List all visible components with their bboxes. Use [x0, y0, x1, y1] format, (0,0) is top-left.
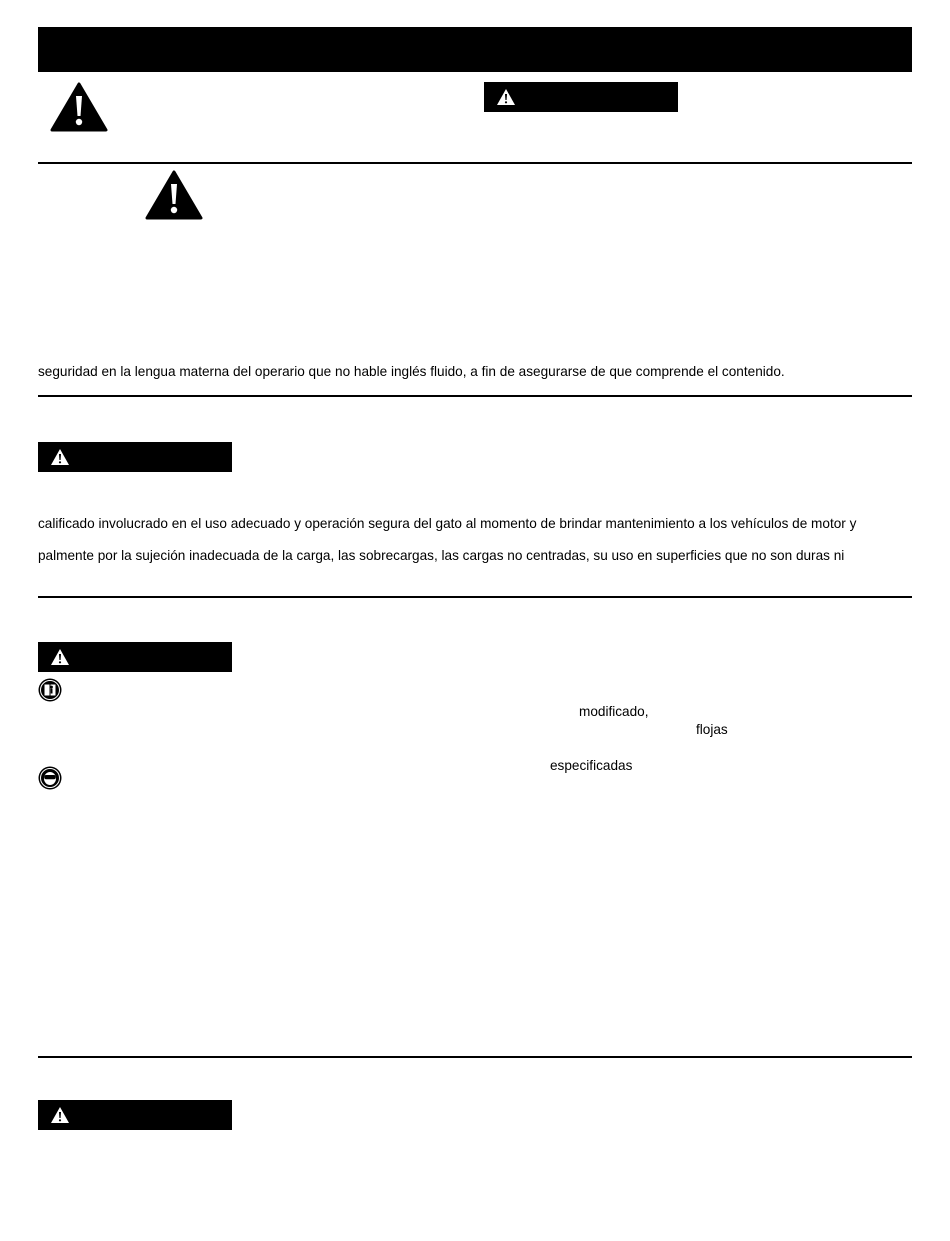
- warning-badge: [484, 82, 678, 112]
- header-bar: [38, 27, 912, 72]
- warning-keyword: modificado,: [579, 704, 649, 719]
- read-manual-icon: [38, 678, 62, 702]
- intro-text: seguridad en la lengua materna del operario que no hable inglés fluido, a fin de asegurarse de que comprende el contenido.: [38, 364, 785, 379]
- warning-triangle-icon: [145, 170, 203, 220]
- warning-triangle-icon: [496, 88, 516, 106]
- section-divider: [38, 162, 912, 164]
- warning-triangle-icon: [50, 648, 70, 666]
- warning-triangle-icon: [50, 82, 108, 132]
- section-divider: [38, 1056, 912, 1058]
- safety-goggles-icon: [38, 766, 62, 790]
- warning-keyword: flojas: [696, 722, 728, 737]
- warning-triangle-icon: [50, 448, 70, 466]
- section-divider: [38, 395, 912, 397]
- warning-badge: [38, 1100, 232, 1130]
- section-divider: [38, 596, 912, 598]
- warning-keyword: especificadas: [550, 758, 633, 773]
- warning-text-line: palmente por la sujeción inadecuada de la carga, las sobrecargas, las cargas no centradas, su uso en superficies que no son duras ni: [38, 548, 845, 563]
- warning-triangle-icon: [50, 1106, 70, 1124]
- warning-badge: [38, 642, 232, 672]
- warning-text-line: calificado involucrado en el uso adecuado y operación segura del gato al momento de brindar mantenimiento a los vehículos de motor y: [38, 516, 857, 531]
- warning-badge: [38, 442, 232, 472]
